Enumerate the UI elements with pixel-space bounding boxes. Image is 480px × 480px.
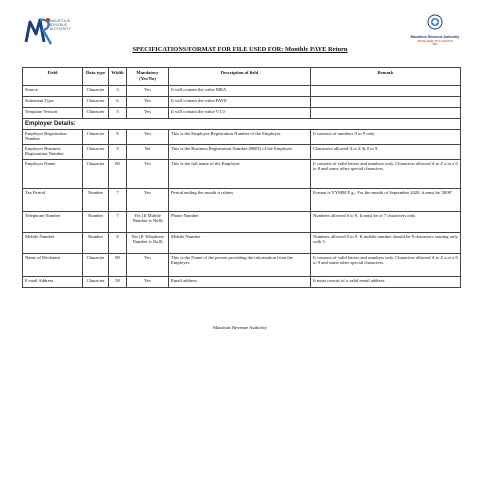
table-row: [23, 159, 461, 188]
cell-description: Phone Number: [169, 211, 311, 232]
cell-remark: Numbers allowed 0 to 9. It must be of 7 characters only.: [311, 211, 461, 232]
cell-field: Tax Period: [23, 188, 83, 211]
cell-width: 50: [109, 276, 127, 287]
cell-remark: It consists of valid letters and numbers only. Characters allowed A to Z a to z 0 to 9 and some other special characters.: [311, 253, 461, 276]
cell-width: 8: [109, 129, 127, 144]
cell-description: Mobile Number: [169, 232, 311, 253]
specification-table: [22, 67, 461, 288]
cell-field: E-mail Address: [23, 276, 83, 287]
cell-remark: Format is YYMM E.g.: For the month of September 2020, it must be '2009': [311, 188, 461, 211]
col-header-description: Description of field: [169, 68, 311, 86]
cell-data-type: Number: [83, 232, 109, 253]
table-row: [23, 97, 461, 108]
page-footer: Mauritius Revenue Authority: [213, 325, 267, 330]
cell-field: Statement Type: [23, 97, 83, 108]
cell-remark: [311, 97, 461, 108]
cell-remark: It must consist of a valid email address: [311, 276, 461, 287]
seal-name: Mauritius Revenue Authority: [410, 35, 460, 39]
cell-field: Mobile Number: [23, 232, 83, 253]
cell-data-type: Character: [83, 159, 109, 188]
col-header-field: Field: [23, 68, 83, 86]
cell-field: Telephone Number: [23, 211, 83, 232]
seal-icon: [427, 14, 443, 30]
seal-abbrev: MRA: [432, 42, 438, 46]
cell-mandatory: Yes: [127, 108, 169, 119]
table-row: [23, 253, 461, 276]
cell-field: Employer Business Registration Number: [23, 144, 83, 159]
cell-width: 3: [109, 86, 127, 97]
cell-data-type: Character: [83, 276, 109, 287]
col-header-width: Width: [109, 68, 127, 86]
cell-mandatory: Yes: [127, 129, 169, 144]
table-row: [23, 276, 461, 287]
cell-mandatory: No: [127, 144, 169, 159]
cell-remark: [311, 86, 461, 97]
cell-field: Name of Declarant: [23, 253, 83, 276]
section-label: Employer Details:: [23, 119, 461, 130]
col-header-remark: Remark: [311, 68, 461, 86]
cell-data-type: Number: [83, 211, 109, 232]
table-row: [23, 108, 461, 119]
cell-mandatory: Yes: [127, 97, 169, 108]
cell-data-type: Character: [83, 97, 109, 108]
cell-mandatory: Yes: [127, 86, 169, 97]
cell-description: It will contain the value PAYE: [169, 97, 311, 108]
cell-data-type: Character: [83, 253, 109, 276]
cell-description: This is the Business Registration Number (BRN) of the Employer.: [169, 144, 311, 159]
cell-width: 7: [109, 188, 127, 211]
document-title: SPECIFICATIONS/FORMAT FOR FILE USED FOR: Monthly PAYE Return: [132, 46, 348, 53]
section-row: [23, 119, 461, 130]
cell-remark: Characters allowed A to Z & 0 to 9.: [311, 144, 461, 159]
cell-mandatory: Yes: [127, 188, 169, 211]
table-row: [23, 211, 461, 232]
cell-mandatory: Yes (If Mobile Number is Null): [127, 211, 169, 232]
cell-data-type: Character: [83, 144, 109, 159]
cell-field: Template Version: [23, 108, 83, 119]
cell-field: Employer Registration Number: [23, 129, 83, 144]
col-header-data-type: Data type: [83, 68, 109, 86]
table-row: [23, 144, 461, 159]
cell-field: Employer Name: [23, 159, 83, 188]
cell-width: 8: [109, 232, 127, 253]
mra-logo-text: MAURITIUS REVENUE AUTHORITY: [50, 19, 72, 32]
mra-seal-logo: [410, 14, 460, 50]
col-header-mandatory: Mandatory (Yes/No): [127, 68, 169, 86]
cell-description: This is the Employer Registration Number of the Employer.: [169, 129, 311, 144]
cell-mandatory: Yes: [127, 253, 169, 276]
cell-description: It will contain the value V1.0: [169, 108, 311, 119]
cell-mandatory: Yes (If Telephone Number is Null): [127, 232, 169, 253]
cell-mandatory: Yes: [127, 276, 169, 287]
table-row: [23, 188, 461, 211]
table-row: [23, 129, 461, 144]
cell-description: Email address: [169, 276, 311, 287]
table-row: [23, 86, 461, 97]
cell-width: 5: [109, 108, 127, 119]
cell-data-type: Number: [83, 188, 109, 211]
cell-data-type: Character: [83, 108, 109, 119]
table-header-row: [23, 68, 461, 86]
cell-description: Period ending the month it relates: [169, 188, 311, 211]
cell-remark: Numbers allowed 0 to 9. If mobile number should be 8 characters starting only with 5.: [311, 232, 461, 253]
cell-width: 9: [109, 144, 127, 159]
cell-mandatory: Yes: [127, 159, 169, 188]
cell-data-type: Character: [83, 86, 109, 97]
cell-description: It will contain the value MRA: [169, 86, 311, 97]
cell-width: 6: [109, 97, 127, 108]
cell-description: This is the full name of the Employer.: [169, 159, 311, 188]
mra-logo: [24, 14, 86, 48]
cell-remark: It consists of numbers 0 to 9 only.: [311, 129, 461, 144]
cell-width: 80: [109, 253, 127, 276]
cell-remark: It consists of valid letters and numbers only. Characters allowed A to Z a to z 0 to 9 and some other special characters.: [311, 159, 461, 188]
seal-tagline: WE'RE HERE WITH SERVICE: [417, 39, 453, 43]
cell-remark: [311, 108, 461, 119]
table-row: [23, 232, 461, 253]
cell-field: Source: [23, 86, 83, 97]
cell-width: 7: [109, 211, 127, 232]
cell-data-type: Character: [83, 129, 109, 144]
cell-description: This is the Name of the person providing the information from the Employer.: [169, 253, 311, 276]
cell-width: 80: [109, 159, 127, 188]
